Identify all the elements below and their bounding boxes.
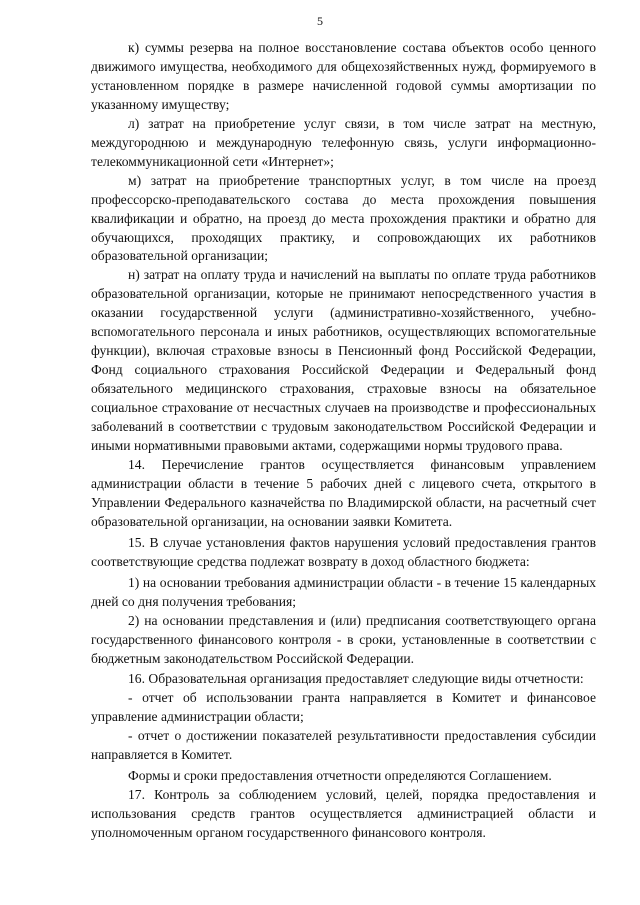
paragraph-15-item-1: 1) на основании требования администрации области - в течение 15 календарных дней со дня получения требования;: [91, 574, 596, 609]
paragraph-16: 16. Образовательная организация предоставляет следующие виды отчетности:: [128, 671, 584, 687]
paragraph-item-l: л) затрат на приобретение услуг связи, в том числе затрат на местную, междугороднюю и международную телефонную связь, услуги информационно-телекоммуникационной сети «Интернет»;: [91, 115, 596, 169]
paragraph-15-item-2: 2) на основании представления и (или) предписания соответствующего органа государственного финансового контроля - в сроки, установленные в соответствии с бюджетным законодательством Российской Федерации.: [91, 612, 596, 666]
paragraph-14: 14. Перечисление грантов осуществляется финансовым управлением администрации области в течение 5 рабочих дней с лицевого счета, открытого в Управлении Федерального казначейства по Владимирской области, на расчетный счет образовательной организации, на основании заявки Комитета.: [91, 456, 596, 529]
paragraph-item-n: н) затрат на оплату труда и начислений на выплаты по оплате труда работников образовательной организации, которые не принимают непосредственного участия в оказании государственной услуги (административно-хозяйственного, учебно-вспомогательного персонала и иных работников, осуществляющих вспомогательные функции), включая страховые взносы в Пенсионный фонд Российской Федерации, Фонд социального страхования Российской Федерации и Федеральный фонд обязательного медицинского страхования, страховые взносы на обязательное социальное страхование от несчастных случаев на производстве и профессиональных заболеваний в соответствии с трудовым законодательством Российской Федерации и иными нормативными правовыми актами, содержащими нормы трудового права.: [91, 267, 596, 454]
paragraph-17: 17. Контроль за соблюдением условий, целей, порядка предоставления и использования средств грантов осуществляется администрацией области и уполномоченным органом государственного финансового контроля.: [91, 787, 596, 841]
paragraph-item-m: м) затрат на приобретение транспортных услуг, в том числе на проезд профессорско-преподавательского состава до места прохождения повышения квалификации и обратно, на проезд до места прохождения практики и обратно для обучающихся, проходящих практику, и сопровождающих их работников образовательной организации;: [91, 172, 596, 264]
paragraph-item-k: к) суммы резерва на полное восстановление состава объектов особо ценного движимого имущества, необходимого для общехозяйственных нужд, формируемого в установленном порядке в размере начисленной годовой суммы амортизации по указанному имуществу;: [91, 40, 596, 112]
paragraph-16-item-2: - отчет о достижении показателей результативности предоставления субсидии направляется в Комитет.: [91, 728, 596, 763]
paragraph-16-forms: Формы и сроки предоставления отчетности определяются Соглашением.: [128, 768, 552, 784]
paragraph-16-item-1: - отчет об использовании гранта направляется в Комитет и финансовое управление администрации области;: [91, 690, 596, 725]
page-number: 5: [317, 14, 323, 28]
paragraph-15: 15. В случае установления фактов нарушения условий предоставления грантов соответствующие средства подлежат возврату в доход областного бюджета:: [91, 534, 596, 569]
document-body: [91, 39, 596, 843]
